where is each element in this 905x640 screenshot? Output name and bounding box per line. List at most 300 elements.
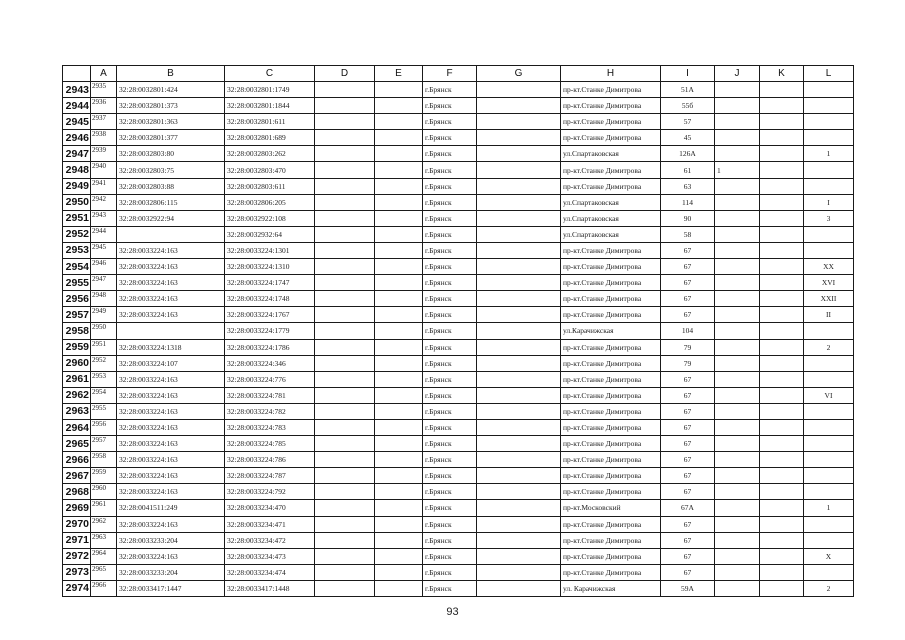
cell-b[interactable]: 32:28:0032801:424: [117, 82, 225, 98]
cell-h[interactable]: пр-кт.Станке Димитрова: [561, 275, 661, 291]
cell-c[interactable]: 32:28:0032801:1749: [225, 82, 315, 98]
cell-b[interactable]: 32:28:0033224:163: [117, 419, 225, 435]
cell-a[interactable]: 2958: [91, 452, 117, 468]
cell-c[interactable]: 32:28:0033234:474: [225, 564, 315, 580]
row-number[interactable]: 2956: [63, 291, 91, 307]
row-number[interactable]: 2960: [63, 355, 91, 371]
cell-d[interactable]: [315, 259, 375, 275]
row-number[interactable]: 2970: [63, 516, 91, 532]
cell-l[interactable]: [804, 178, 854, 194]
cell-a[interactable]: 2940: [91, 162, 117, 178]
cell-g[interactable]: [477, 162, 561, 178]
cell-j[interactable]: [715, 146, 760, 162]
cell-h[interactable]: пр-кт.Станке Димитрова: [561, 516, 661, 532]
cell-j[interactable]: [715, 500, 760, 516]
cell-k[interactable]: [760, 82, 804, 98]
cell-f[interactable]: г.Брянск: [423, 436, 477, 452]
cell-g[interactable]: [477, 259, 561, 275]
cell-k[interactable]: [760, 484, 804, 500]
row-number[interactable]: 2974: [63, 580, 91, 596]
cell-h[interactable]: ул.Спартаковская: [561, 146, 661, 162]
cell-k[interactable]: [760, 162, 804, 178]
cell-j[interactable]: [715, 226, 760, 242]
cell-j[interactable]: [715, 484, 760, 500]
cell-a[interactable]: 2966: [91, 580, 117, 596]
cell-i[interactable]: 67: [661, 452, 715, 468]
cell-k[interactable]: [760, 226, 804, 242]
cell-k[interactable]: [760, 242, 804, 258]
cell-e[interactable]: [375, 339, 423, 355]
cell-j[interactable]: [715, 114, 760, 130]
cell-j[interactable]: [715, 436, 760, 452]
cell-e[interactable]: [375, 307, 423, 323]
cell-l[interactable]: 3: [804, 210, 854, 226]
cell-d[interactable]: [315, 339, 375, 355]
cell-j[interactable]: [715, 532, 760, 548]
cell-i[interactable]: 67: [661, 484, 715, 500]
cell-a[interactable]: 2948: [91, 291, 117, 307]
cell-l[interactable]: [804, 484, 854, 500]
cell-e[interactable]: [375, 580, 423, 596]
cell-a[interactable]: 2936: [91, 98, 117, 114]
cell-j[interactable]: [715, 452, 760, 468]
cell-f[interactable]: г.Брянск: [423, 452, 477, 468]
cell-e[interactable]: [375, 226, 423, 242]
cell-j[interactable]: [715, 355, 760, 371]
cell-c[interactable]: 32:28:0032922:108: [225, 210, 315, 226]
cell-a[interactable]: 2960: [91, 484, 117, 500]
cell-f[interactable]: г.Брянск: [423, 355, 477, 371]
cell-c[interactable]: 32:28:0033224:1310: [225, 259, 315, 275]
row-number[interactable]: 2966: [63, 452, 91, 468]
cell-k[interactable]: [760, 114, 804, 130]
cell-e[interactable]: [375, 484, 423, 500]
cell-l[interactable]: [804, 516, 854, 532]
cell-d[interactable]: [315, 242, 375, 258]
cell-d[interactable]: [315, 130, 375, 146]
cell-g[interactable]: [477, 403, 561, 419]
cell-c[interactable]: 32:28:0033224:346: [225, 355, 315, 371]
cell-h[interactable]: пр-кт.Станке Димитрова: [561, 484, 661, 500]
cell-k[interactable]: [760, 580, 804, 596]
cell-g[interactable]: [477, 146, 561, 162]
cell-d[interactable]: [315, 580, 375, 596]
cell-f[interactable]: г.Брянск: [423, 484, 477, 500]
cell-h[interactable]: пр-кт.Станке Димитрова: [561, 355, 661, 371]
cell-j[interactable]: [715, 339, 760, 355]
cell-k[interactable]: [760, 307, 804, 323]
cell-e[interactable]: [375, 291, 423, 307]
cell-e[interactable]: [375, 355, 423, 371]
cell-h[interactable]: пр-кт.Станке Димитрова: [561, 259, 661, 275]
cell-i[interactable]: 67: [661, 242, 715, 258]
cell-l[interactable]: X: [804, 548, 854, 564]
cell-i[interactable]: 61: [661, 162, 715, 178]
cell-d[interactable]: [315, 98, 375, 114]
cell-d[interactable]: [315, 146, 375, 162]
cell-j[interactable]: [715, 548, 760, 564]
cell-i[interactable]: 55б: [661, 98, 715, 114]
cell-j[interactable]: [715, 130, 760, 146]
column-header-g[interactable]: G: [477, 66, 561, 82]
cell-j[interactable]: [715, 387, 760, 403]
cell-b[interactable]: 32:28:0032801:373: [117, 98, 225, 114]
cell-b[interactable]: 32:28:0033224:163: [117, 259, 225, 275]
cell-d[interactable]: [315, 82, 375, 98]
cell-c[interactable]: 32:28:0032803:262: [225, 146, 315, 162]
cell-j[interactable]: [715, 194, 760, 210]
cell-c[interactable]: 32:28:0033224:1786: [225, 339, 315, 355]
cell-b[interactable]: 32:28:0032801:363: [117, 114, 225, 130]
row-number[interactable]: 2947: [63, 146, 91, 162]
cell-c[interactable]: 32:28:0033224:1767: [225, 307, 315, 323]
cell-g[interactable]: [477, 564, 561, 580]
cell-k[interactable]: [760, 291, 804, 307]
cell-e[interactable]: [375, 323, 423, 339]
cell-f[interactable]: г.Брянск: [423, 403, 477, 419]
cell-g[interactable]: [477, 419, 561, 435]
cell-k[interactable]: [760, 130, 804, 146]
cell-e[interactable]: [375, 387, 423, 403]
cell-k[interactable]: [760, 194, 804, 210]
cell-k[interactable]: [760, 516, 804, 532]
cell-d[interactable]: [315, 419, 375, 435]
cell-i[interactable]: 67: [661, 387, 715, 403]
cell-e[interactable]: [375, 452, 423, 468]
row-number[interactable]: 2943: [63, 82, 91, 98]
row-number[interactable]: 2969: [63, 500, 91, 516]
cell-i[interactable]: 67: [661, 259, 715, 275]
cell-d[interactable]: [315, 371, 375, 387]
cell-c[interactable]: 32:28:0032801:611: [225, 114, 315, 130]
cell-h[interactable]: ул.Спартаковская: [561, 194, 661, 210]
cell-d[interactable]: [315, 500, 375, 516]
cell-g[interactable]: [477, 194, 561, 210]
cell-f[interactable]: г.Брянск: [423, 516, 477, 532]
cell-d[interactable]: [315, 452, 375, 468]
cell-i[interactable]: 90: [661, 210, 715, 226]
cell-k[interactable]: [760, 564, 804, 580]
cell-e[interactable]: [375, 532, 423, 548]
cell-c[interactable]: 32:28:0033224:785: [225, 436, 315, 452]
cell-g[interactable]: [477, 532, 561, 548]
cell-l[interactable]: 2: [804, 580, 854, 596]
cell-b[interactable]: 32:28:0033224:107: [117, 355, 225, 371]
cell-a[interactable]: 2938: [91, 130, 117, 146]
cell-j[interactable]: [715, 564, 760, 580]
cell-g[interactable]: [477, 323, 561, 339]
cell-a[interactable]: 2946: [91, 259, 117, 275]
cell-d[interactable]: [315, 291, 375, 307]
cell-b[interactable]: 32:28:0033224:163: [117, 242, 225, 258]
column-header-c[interactable]: C: [225, 66, 315, 82]
cell-i[interactable]: 51А: [661, 82, 715, 98]
cell-l[interactable]: [804, 98, 854, 114]
cell-a[interactable]: 2951: [91, 339, 117, 355]
cell-k[interactable]: [760, 210, 804, 226]
row-number[interactable]: 2945: [63, 114, 91, 130]
cell-c[interactable]: 32:28:0032801:1844: [225, 98, 315, 114]
cell-i[interactable]: 114: [661, 194, 715, 210]
cell-h[interactable]: пр-кт.Станке Димитрова: [561, 307, 661, 323]
cell-g[interactable]: [477, 307, 561, 323]
cell-k[interactable]: [760, 98, 804, 114]
cell-f[interactable]: г.Брянск: [423, 532, 477, 548]
cell-f[interactable]: г.Брянск: [423, 275, 477, 291]
cell-i[interactable]: 67: [661, 291, 715, 307]
cell-a[interactable]: 2949: [91, 307, 117, 323]
row-number[interactable]: 2955: [63, 275, 91, 291]
cell-g[interactable]: [477, 130, 561, 146]
row-number[interactable]: 2952: [63, 226, 91, 242]
cell-c[interactable]: 32:28:0033224:782: [225, 403, 315, 419]
cell-k[interactable]: [760, 323, 804, 339]
row-number[interactable]: 2971: [63, 532, 91, 548]
cell-i[interactable]: 67: [661, 468, 715, 484]
row-number[interactable]: 2951: [63, 210, 91, 226]
cell-l[interactable]: 2: [804, 339, 854, 355]
cell-k[interactable]: [760, 532, 804, 548]
row-number[interactable]: 2964: [63, 419, 91, 435]
cell-j[interactable]: 1: [715, 162, 760, 178]
cell-d[interactable]: [315, 548, 375, 564]
cell-g[interactable]: [477, 226, 561, 242]
row-number[interactable]: 2959: [63, 339, 91, 355]
cell-l[interactable]: [804, 532, 854, 548]
cell-d[interactable]: [315, 484, 375, 500]
cell-h[interactable]: пр-кт.Станке Димитрова: [561, 371, 661, 387]
cell-e[interactable]: [375, 259, 423, 275]
cell-k[interactable]: [760, 403, 804, 419]
cell-c[interactable]: 32:28:0032932:64: [225, 226, 315, 242]
cell-b[interactable]: 32:28:0033224:163: [117, 548, 225, 564]
cell-e[interactable]: [375, 82, 423, 98]
cell-d[interactable]: [315, 226, 375, 242]
cell-c[interactable]: 32:28:0033234:470: [225, 500, 315, 516]
cell-c[interactable]: 32:28:0033234:471: [225, 516, 315, 532]
cell-b[interactable]: 32:28:0033224:163: [117, 452, 225, 468]
cell-h[interactable]: пр-кт.Станке Димитрова: [561, 291, 661, 307]
cell-l[interactable]: [804, 419, 854, 435]
cell-j[interactable]: [715, 307, 760, 323]
cell-i[interactable]: 45: [661, 130, 715, 146]
cell-g[interactable]: [477, 580, 561, 596]
cell-a[interactable]: 2943: [91, 210, 117, 226]
cell-a[interactable]: 2941: [91, 178, 117, 194]
cell-a[interactable]: 2947: [91, 275, 117, 291]
cell-k[interactable]: [760, 275, 804, 291]
cell-f[interactable]: г.Брянск: [423, 210, 477, 226]
cell-b[interactable]: 32:28:0032803:80: [117, 146, 225, 162]
cell-h[interactable]: пр-кт.Московский: [561, 500, 661, 516]
cell-g[interactable]: [477, 500, 561, 516]
cell-a[interactable]: 2964: [91, 548, 117, 564]
cell-g[interactable]: [477, 387, 561, 403]
cell-d[interactable]: [315, 468, 375, 484]
cell-k[interactable]: [760, 387, 804, 403]
row-number[interactable]: 2972: [63, 548, 91, 564]
cell-b[interactable]: 32:28:0033233:204: [117, 564, 225, 580]
cell-a[interactable]: 2956: [91, 419, 117, 435]
cell-h[interactable]: пр-кт.Станке Димитрова: [561, 98, 661, 114]
cell-d[interactable]: [315, 355, 375, 371]
cell-i[interactable]: 67: [661, 307, 715, 323]
cell-i[interactable]: 67: [661, 516, 715, 532]
cell-k[interactable]: [760, 452, 804, 468]
cell-c[interactable]: 32:28:0032803:470: [225, 162, 315, 178]
cell-a[interactable]: 2935: [91, 82, 117, 98]
cell-c[interactable]: 32:28:0033224:1748: [225, 291, 315, 307]
cell-c[interactable]: 32:28:0032801:689: [225, 130, 315, 146]
cell-d[interactable]: [315, 162, 375, 178]
cell-e[interactable]: [375, 178, 423, 194]
cell-i[interactable]: 67А: [661, 500, 715, 516]
cell-i[interactable]: 67: [661, 532, 715, 548]
cell-h[interactable]: ул.Карачижская: [561, 323, 661, 339]
cell-f[interactable]: г.Брянск: [423, 226, 477, 242]
cell-a[interactable]: 2942: [91, 194, 117, 210]
cell-i[interactable]: 67: [661, 548, 715, 564]
cell-b[interactable]: 32:28:0033224:163: [117, 291, 225, 307]
cell-h[interactable]: пр-кт.Станке Димитрова: [561, 532, 661, 548]
cell-g[interactable]: [477, 484, 561, 500]
cell-f[interactable]: г.Брянск: [423, 114, 477, 130]
cell-h[interactable]: ул.Спартаковская: [561, 226, 661, 242]
cell-g[interactable]: [477, 516, 561, 532]
cell-i[interactable]: 58: [661, 226, 715, 242]
cell-g[interactable]: [477, 339, 561, 355]
cell-l[interactable]: [804, 226, 854, 242]
cell-h[interactable]: пр-кт.Станке Димитрова: [561, 178, 661, 194]
cell-k[interactable]: [760, 178, 804, 194]
cell-l[interactable]: [804, 436, 854, 452]
cell-b[interactable]: 32:28:0041511:249: [117, 500, 225, 516]
cell-c[interactable]: 32:28:0033224:792: [225, 484, 315, 500]
cell-c[interactable]: 32:28:0033224:786: [225, 452, 315, 468]
cell-d[interactable]: [315, 387, 375, 403]
cell-g[interactable]: [477, 98, 561, 114]
cell-e[interactable]: [375, 468, 423, 484]
cell-e[interactable]: [375, 275, 423, 291]
cell-f[interactable]: г.Брянск: [423, 194, 477, 210]
cell-h[interactable]: пр-кт.Станке Димитрова: [561, 242, 661, 258]
cell-b[interactable]: 32:28:0032803:75: [117, 162, 225, 178]
cell-e[interactable]: [375, 548, 423, 564]
corner-header[interactable]: [63, 66, 91, 82]
cell-f[interactable]: г.Брянск: [423, 130, 477, 146]
cell-h[interactable]: ул. Карачижская: [561, 580, 661, 596]
cell-d[interactable]: [315, 532, 375, 548]
cell-i[interactable]: 67: [661, 371, 715, 387]
row-number[interactable]: 2944: [63, 98, 91, 114]
cell-k[interactable]: [760, 436, 804, 452]
cell-a[interactable]: 2952: [91, 355, 117, 371]
row-number[interactable]: 2953: [63, 242, 91, 258]
row-number[interactable]: 2950: [63, 194, 91, 210]
cell-b[interactable]: 32:28:0033224:163: [117, 468, 225, 484]
cell-i[interactable]: 59А: [661, 580, 715, 596]
cell-e[interactable]: [375, 242, 423, 258]
cell-f[interactable]: г.Брянск: [423, 548, 477, 564]
column-header-k[interactable]: K: [760, 66, 804, 82]
cell-f[interactable]: г.Брянск: [423, 307, 477, 323]
cell-l[interactable]: [804, 82, 854, 98]
cell-h[interactable]: пр-кт.Станке Димитрова: [561, 403, 661, 419]
cell-l[interactable]: [804, 468, 854, 484]
cell-e[interactable]: [375, 98, 423, 114]
row-number[interactable]: 2965: [63, 436, 91, 452]
cell-c[interactable]: 32:28:0033224:1301: [225, 242, 315, 258]
cell-c[interactable]: 32:28:0032803:611: [225, 178, 315, 194]
cell-b[interactable]: 32:28:0032922:94: [117, 210, 225, 226]
cell-g[interactable]: [477, 355, 561, 371]
cell-d[interactable]: [315, 323, 375, 339]
column-header-e[interactable]: E: [375, 66, 423, 82]
cell-g[interactable]: [477, 468, 561, 484]
cell-l[interactable]: [804, 403, 854, 419]
cell-j[interactable]: [715, 275, 760, 291]
cell-c[interactable]: 32:28:0033224:1779: [225, 323, 315, 339]
cell-l[interactable]: [804, 564, 854, 580]
cell-i[interactable]: 67: [661, 403, 715, 419]
row-number[interactable]: 2946: [63, 130, 91, 146]
row-number[interactable]: 2963: [63, 403, 91, 419]
row-number[interactable]: 2954: [63, 259, 91, 275]
cell-l[interactable]: [804, 323, 854, 339]
cell-j[interactable]: [715, 291, 760, 307]
cell-d[interactable]: [315, 403, 375, 419]
cell-h[interactable]: пр-кт.Станке Димитрова: [561, 114, 661, 130]
cell-l[interactable]: XX: [804, 259, 854, 275]
cell-b[interactable]: 32:28:0032803:88: [117, 178, 225, 194]
cell-j[interactable]: [715, 516, 760, 532]
cell-c[interactable]: 32:28:0033224:783: [225, 419, 315, 435]
cell-f[interactable]: г.Брянск: [423, 162, 477, 178]
cell-c[interactable]: 32:28:0033224:781: [225, 387, 315, 403]
cell-j[interactable]: [715, 403, 760, 419]
cell-a[interactable]: 2959: [91, 468, 117, 484]
cell-g[interactable]: [477, 178, 561, 194]
cell-h[interactable]: пр-кт.Станке Димитрова: [561, 452, 661, 468]
column-header-i[interactable]: I: [661, 66, 715, 82]
cell-f[interactable]: г.Брянск: [423, 242, 477, 258]
cell-l[interactable]: VI: [804, 387, 854, 403]
cell-k[interactable]: [760, 500, 804, 516]
cell-i[interactable]: 67: [661, 275, 715, 291]
cell-j[interactable]: [715, 178, 760, 194]
cell-g[interactable]: [477, 371, 561, 387]
cell-g[interactable]: [477, 291, 561, 307]
cell-c[interactable]: 32:28:0033224:776: [225, 371, 315, 387]
cell-d[interactable]: [315, 436, 375, 452]
column-header-f[interactable]: F: [423, 66, 477, 82]
cell-c[interactable]: 32:28:0032806:205: [225, 194, 315, 210]
cell-l[interactable]: [804, 162, 854, 178]
cell-e[interactable]: [375, 419, 423, 435]
cell-j[interactable]: [715, 371, 760, 387]
cell-a[interactable]: 2944: [91, 226, 117, 242]
cell-l[interactable]: II: [804, 307, 854, 323]
row-number[interactable]: 2949: [63, 178, 91, 194]
cell-i[interactable]: 79: [661, 339, 715, 355]
cell-f[interactable]: г.Брянск: [423, 98, 477, 114]
cell-f[interactable]: г.Брянск: [423, 371, 477, 387]
cell-a[interactable]: 2939: [91, 146, 117, 162]
cell-l[interactable]: I: [804, 194, 854, 210]
cell-i[interactable]: 67: [661, 564, 715, 580]
row-number[interactable]: 2957: [63, 307, 91, 323]
cell-l[interactable]: 1: [804, 500, 854, 516]
